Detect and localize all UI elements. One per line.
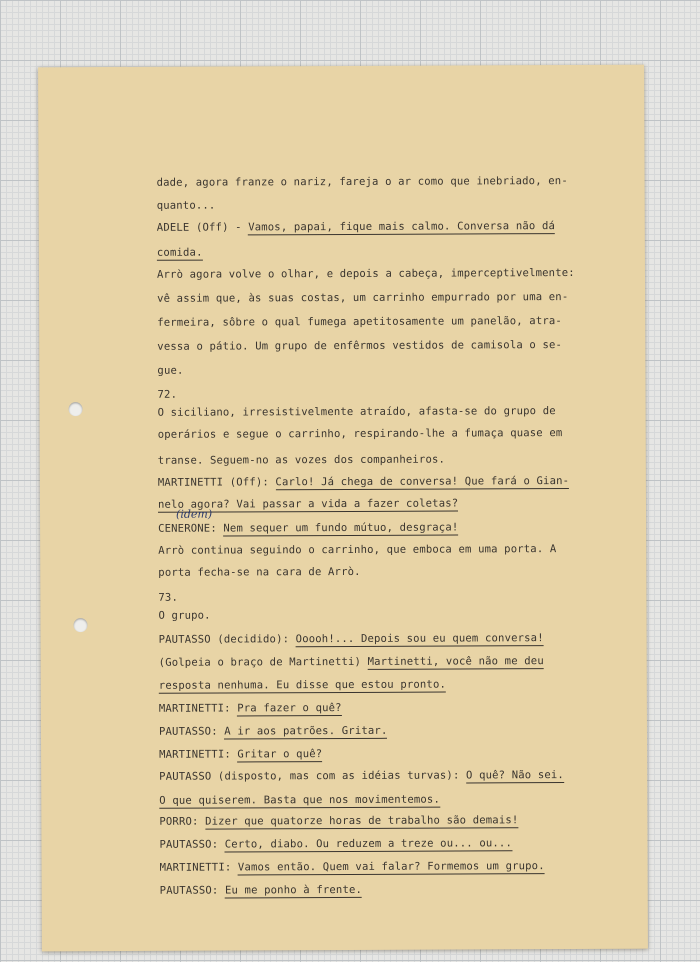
text-segment: dade, agora franze o nariz, fareja o ar como que inebriado, en- bbox=[156, 175, 568, 189]
text-line bbox=[158, 521, 458, 535]
text-segment: quanto... bbox=[156, 199, 216, 212]
text-segment: MARTINETTI: bbox=[158, 702, 238, 715]
underlined-dialogue: Dizer que quatorze horas de trabalho são demais! bbox=[205, 814, 519, 828]
text-segment: porta fecha-se na cara de Arrò. bbox=[158, 565, 361, 579]
underlined-dialogue: comida. bbox=[156, 246, 203, 259]
text-line bbox=[158, 405, 556, 420]
text-segment: vessa o pátio. Um grupo de enfêrmos vestidos de camisola o se- bbox=[157, 339, 563, 353]
typewritten-page bbox=[38, 65, 648, 952]
text-line bbox=[157, 200, 216, 213]
underlined-dialogue: O que quiserem. Basta que nos movimentemos. bbox=[159, 793, 441, 807]
underlined-dialogue: Certo, diabo. Ou reduzem a treze ou... ou... bbox=[224, 837, 513, 851]
underlined-dialogue: Carlo! Já chega de conversa! Que fará o Gian- bbox=[275, 475, 570, 489]
text-segment: 73. bbox=[158, 591, 179, 604]
text-line bbox=[160, 884, 362, 898]
text-line bbox=[157, 220, 555, 235]
text-segment: MARTINETTI: bbox=[159, 861, 238, 874]
text-line bbox=[157, 365, 183, 378]
text-line bbox=[158, 592, 178, 605]
text-line bbox=[157, 339, 562, 354]
text-line bbox=[159, 702, 342, 716]
underlined-dialogue: Martinetti, você não me deu bbox=[367, 655, 544, 668]
underlined-dialogue: Gritar o quê? bbox=[237, 748, 323, 761]
underlined-dialogue: Eu me ponho à frente. bbox=[224, 883, 363, 897]
text-line bbox=[158, 610, 210, 623]
text-segment: PAUTASSO (disposto, mas com as idéias turvas): bbox=[159, 769, 467, 783]
punch-hole bbox=[69, 402, 83, 416]
text-segment: PAUTASSO: bbox=[159, 838, 225, 851]
text-line bbox=[159, 814, 518, 829]
text-segment: PAUTASSO: bbox=[158, 725, 225, 738]
text-line bbox=[160, 860, 545, 875]
text-line bbox=[159, 679, 446, 693]
text-line bbox=[157, 291, 568, 306]
handwritten-note: (idem) bbox=[175, 507, 213, 521]
text-line bbox=[159, 725, 388, 739]
text-segment: MARTINETTI: bbox=[159, 748, 238, 761]
punch-hole bbox=[73, 618, 87, 632]
text-segment: MARTINETTI (Off): bbox=[157, 476, 276, 489]
text-line bbox=[159, 655, 544, 670]
text-segment: O siciliano, irresistivelmente atraído, afasta-se do grupo de bbox=[157, 405, 556, 419]
text-segment: PAUTASSO (decidido): bbox=[158, 633, 296, 646]
underlined-dialogue: nelo agora? Vai passar a vida a fazer coletas? bbox=[157, 497, 459, 511]
text-line bbox=[158, 566, 360, 580]
text-line bbox=[158, 454, 445, 468]
text-line bbox=[158, 543, 556, 558]
underlined-dialogue: O quê? Não sei. bbox=[465, 769, 564, 782]
text-line bbox=[159, 794, 440, 808]
text-segment: (Golpeia o braço de Martinetti) bbox=[158, 655, 368, 669]
text-segment: Arrò continua seguindo o carrinho, que emboca em uma porta. A bbox=[158, 543, 557, 557]
text-segment: operários e segue o carrinho, respirando-lhe a fumaça quase em bbox=[157, 427, 563, 441]
underlined-dialogue: A ir aos patrões. Gritar. bbox=[224, 724, 388, 738]
text-segment: fermeira, sôbre o qual fumega apetitosamente um panelão, atra- bbox=[157, 315, 562, 329]
text-line bbox=[157, 175, 568, 190]
underlined-dialogue: Vamos, papai, fique mais calmo. Conversa não dá bbox=[248, 220, 556, 234]
text-line bbox=[159, 632, 544, 647]
text-line bbox=[158, 427, 563, 442]
text-line bbox=[157, 247, 203, 260]
text-segment: PORRO: bbox=[159, 815, 206, 828]
text-segment: 72. bbox=[157, 388, 178, 401]
text-line bbox=[159, 769, 564, 784]
text-segment: PAUTASSO: bbox=[159, 884, 225, 897]
underlined-dialogue: Vamos então. Quem vai falar? Formemos um grupo. bbox=[237, 860, 545, 874]
text-segment: CENERONE: bbox=[158, 522, 224, 535]
text-segment: ADELE (Off) - bbox=[156, 221, 249, 234]
text-line bbox=[158, 475, 569, 490]
text-segment: O grupo. bbox=[158, 609, 211, 622]
underlined-dialogue: Pra fazer o quê? bbox=[237, 702, 342, 715]
underlined-dialogue: Nem sequer um fundo mútuo, desgraça! bbox=[223, 521, 459, 535]
underlined-dialogue: Ooooh!... Depois sou eu quem conversa! bbox=[295, 632, 544, 646]
text-line bbox=[159, 837, 512, 852]
text-segment: vê assim que, às suas costas, um carrinho empurrado por uma en- bbox=[157, 291, 569, 305]
text-line bbox=[157, 389, 177, 402]
text-line bbox=[157, 315, 562, 330]
text-segment: gue. bbox=[157, 364, 184, 377]
text-line bbox=[159, 748, 322, 762]
text-segment: transe. Seguem-no as vozes dos companheiros. bbox=[157, 453, 446, 467]
text-line bbox=[157, 267, 575, 282]
text-segment: Arrò agora volve o olhar, e depois a cabeça, imperceptivelmente: bbox=[156, 266, 575, 281]
underlined-dialogue: resposta nenhuma. Eu disse que estou pronto. bbox=[158, 678, 447, 692]
